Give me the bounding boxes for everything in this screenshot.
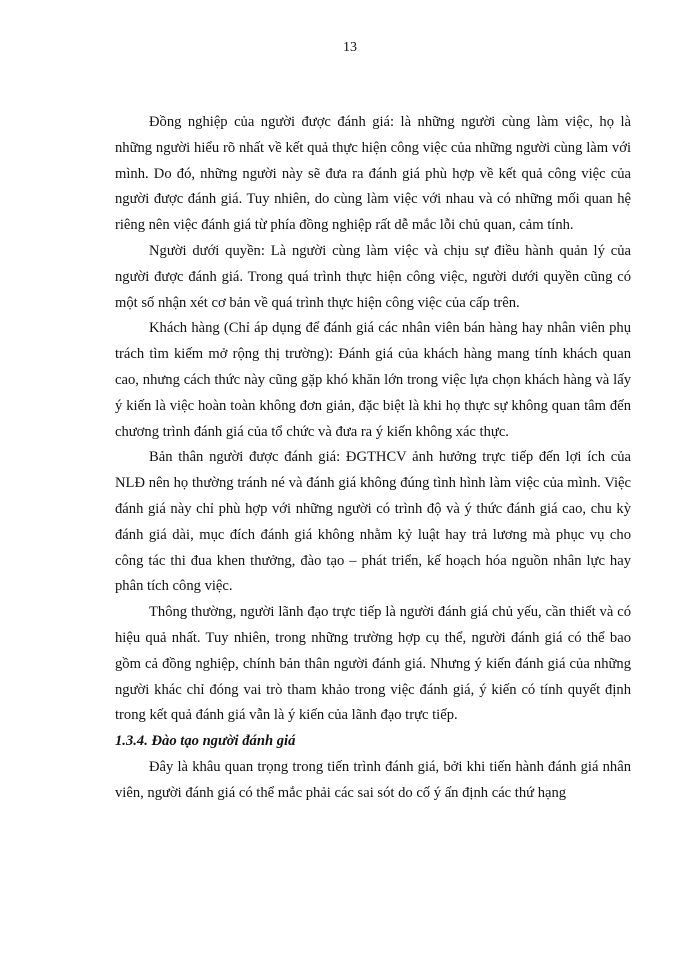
paragraph-peers: Đồng nghiệp của người được đánh giá: là những người cùng làm việc, họ là những người hiểu rõ nhất về kết quả thực hiện công việc của những người cùng làm với mình. Do đó, những người này sẽ đưa ra đánh giá phù hợp về kết quả công việc của người được đánh giá. Tuy nhiên, do cùng làm việc với nhau và có những mối quan hệ riêng nên việc đánh giá từ phía đồng nghiệp rất dễ mắc lỗi chủ quan, cảm tính.: [115, 114, 631, 234]
paragraph-direct-leader: Thông thường, người lãnh đạo trực tiếp là người đánh giá chủ yếu, cần thiết và có hiệu quả nhất. Tuy nhiên, trong những trường hợp cụ thể, người đánh giá có thể bao gồm cả đồng nghiệp, chính bản thân người đánh giá. Nhưng ý kiến đánh giá của những người khác chỉ đóng vai trò tham khảo trong việc đánh giá, ý kiến có tính quyết định trong kết quả đánh giá vẫn là ý kiến của lãnh đạo trực tiếp.: [115, 604, 631, 724]
document-body: [115, 110, 631, 807]
paragraph-subordinates: Người dưới quyền: Là người cùng làm việc và chịu sự điều hành quản lý của người được đánh giá. Trong quá trình thực hiện công việc, người dưới quyền cũng có một số nhận xét cơ bản về quá trình thực hiện công việc của cấp trên.: [115, 242, 631, 311]
paragraph-self-assessment: Bản thân người được đánh giá: ĐGTHCV ảnh hưởng trực tiếp đến lợi ích của NLĐ nên họ thường tránh né và đánh giá không đúng tình hình làm việc của mình. Việc đánh giá này chỉ phù hợp với những người có trình độ và ý thức đánh giá cao, chu kỳ đánh giá dài, mục đích đánh giá không nhằm kỷ luật hay trả lương mà phục vụ cho công tác thi đua khen thưởng, đào tạo – phát triển, kế hoạch hóa nguồn nhân lực hay phân tích công việc.: [115, 449, 631, 595]
section-heading: 1.3.4. Đào tạo người đánh giá: [115, 733, 296, 750]
paragraph-customers: Khách hàng (Chỉ áp dụng để đánh giá các nhân viên bán hàng hay nhân viên phụ trách tìm kiếm mở rộng thị trường): Đánh giá của khách hàng mang tính khách quan cao, nhưng cách thức này cũng gặp khó khăn lớn trong việc lựa chọn khách hàng và lấy ý kiến là việc hoàn toàn không đơn giản, đặc biệt là khi họ thực sự không quan tâm đến chương trình đánh giá của tổ chức và đưa ra ý kiến không xác thực.: [115, 320, 631, 440]
paragraph-training: Đây là khâu quan trọng trong tiến trình đánh giá, bởi khi tiến hành đánh giá nhân viên, người đánh giá có thể mắc phải các sai sót do cố ý ấn định các thứ hạng: [115, 758, 631, 801]
page-number: 13: [343, 40, 357, 55]
